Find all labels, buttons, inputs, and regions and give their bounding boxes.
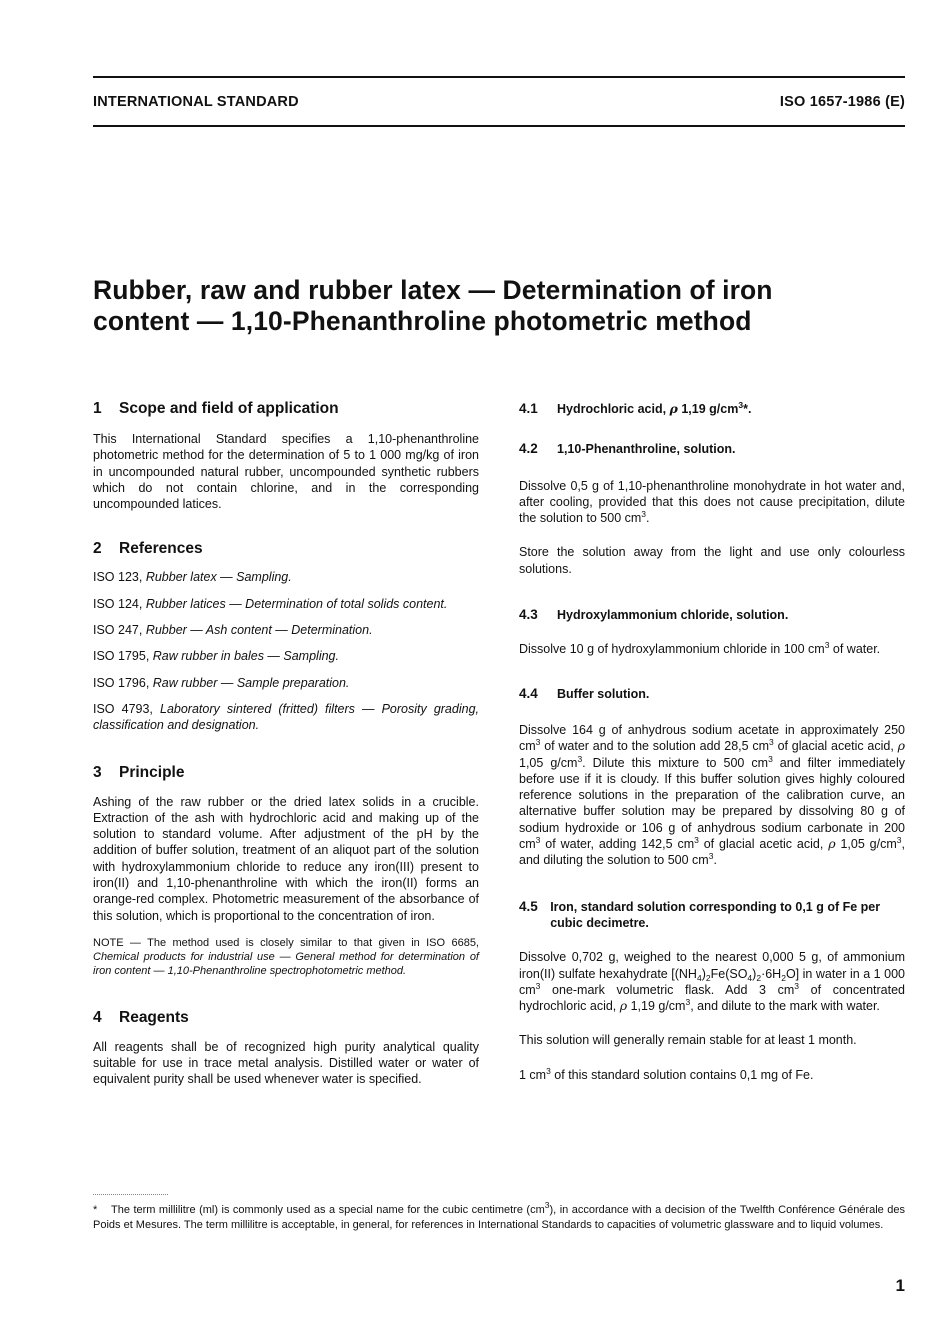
reference-item <box>93 675 479 691</box>
text-run: 1,05 g/cm <box>835 837 897 852</box>
reagent-desc: solution. <box>683 442 736 457</box>
section-4-text: All reagents shall be of recognized high purity analytical quality suitable for use in trace metal analysis. Distilled water or water of equivalent purity shall be used whenever water is specified. <box>93 1039 479 1087</box>
subsection-title <box>557 401 751 417</box>
reagent-name: Hydroxylammonium chloride, <box>557 608 733 623</box>
subsection-4-4-para-1 <box>519 722 905 869</box>
text-run: Dissolve 10 g of hydroxylammonium chloride in 100 cm <box>519 642 825 657</box>
section-title: Reagents <box>119 1008 189 1026</box>
subsection-4-5-para-3 <box>519 1067 905 1083</box>
ref-code: ISO 4793, <box>93 701 153 716</box>
superscript: 3 <box>577 753 583 764</box>
footnote-text: ), in accordance with a decision of the Twelfth Conférence Générale des Poids et Mesures. The term millilitre is acceptable, in general, for references in International Standards to capacities of volumetric glassware and to liquid volumes. <box>93 1204 905 1231</box>
reagent-desc: standard solution corresponding to 0,1 g of Fe per cubic decimetre. <box>550 899 881 930</box>
text-run: . Dilute this mixture to 500 cm <box>582 755 769 770</box>
superscript: 3 <box>641 509 647 520</box>
superscript: 3 <box>896 835 902 846</box>
text-run: and filter immediately before use if it is cloudy. If this buffer solution gives highly coloured reference solutions in the preparation of the calibration curve, an alternative buffer solution may be prepared by dissolving 80 g of sodium hydroxide or 106 g of anhydrous sodium carbonate in 200 cm <box>519 755 905 852</box>
subscript: 2 <box>781 972 786 983</box>
footnote <box>93 1200 905 1232</box>
text-run: , and diluting the solution to 500 cm <box>519 837 905 868</box>
section-3-heading <box>93 764 479 782</box>
ref-code: ISO 1795, <box>93 649 150 664</box>
ref-code: ISO 124, <box>93 596 143 611</box>
superscript: 3 <box>535 980 541 991</box>
section-number: 4 <box>93 1008 102 1026</box>
density-value: 1,19 g/cm <box>681 402 739 416</box>
superscript: 3 <box>546 1065 551 1076</box>
header-rule-bottom <box>93 125 905 127</box>
text-run: of this standard solution contains 0,1 mg of Fe. <box>550 1067 814 1082</box>
ref-title: Rubber latices — Determination of total solids content. <box>145 596 448 611</box>
subsection-number: 4.2 <box>519 441 538 457</box>
superscript: 3 <box>544 1200 550 1210</box>
subsection-title <box>550 899 905 932</box>
rho-symbol: ρ <box>897 738 905 754</box>
text-run: of concentrated hydrochloric acid, <box>519 982 905 1014</box>
subscript: 2 <box>756 972 762 983</box>
title-line-2: content — 1,10-Phenanthroline photometric method <box>93 306 752 336</box>
subsection-title <box>557 607 788 623</box>
rho-symbol: ρ <box>828 836 836 852</box>
section-1-heading <box>93 400 479 418</box>
subsection-number: 4.1 <box>519 401 538 416</box>
right-column <box>519 400 905 1083</box>
subsection-4-1-heading <box>519 401 905 417</box>
text-run: ) <box>752 966 757 981</box>
superscript: 3 <box>708 851 714 862</box>
reagent-name: Iron, <box>550 899 578 914</box>
ref-code: ISO 1796, <box>93 675 150 690</box>
subsection-number: 4.4 <box>519 685 538 701</box>
ref-title: Laboratory sintered (fritted) filters — Porosity grading, classification and designation. <box>93 701 479 733</box>
section-number: 3 <box>93 763 102 781</box>
reference-item <box>93 569 479 585</box>
ref-title: Raw rubber — Sample preparation. <box>152 675 350 690</box>
section-number: 1 <box>93 400 102 417</box>
text-run: Dissolve 0,5 g of 1,10-phenanthroline monohydrate in hot water and, after cooling, provided that this does not cause precipitation, dilute the solution to 500 cm <box>519 478 905 526</box>
subsection-4-4-heading <box>519 686 905 702</box>
text-run: Dissolve 0,702 g, weighed to the nearest 0,000 5 g, of ammonium iron(II) sulfate hexahydrate [(NH <box>519 950 905 981</box>
document-title <box>93 275 913 337</box>
text-run: , and dilute to the mark with water. <box>690 999 880 1014</box>
subsection-4-5-para-2: This solution will generally remain stable for at least 1 month. <box>519 1033 857 1048</box>
section-4-heading <box>93 1009 479 1027</box>
header-document-type: INTERNATIONAL STANDARD <box>93 94 299 110</box>
reference-item <box>93 648 479 664</box>
text-run: of water. <box>829 642 881 657</box>
footnote-text: The term millilitre (ml) is commonly used as a special name for the cubic centimetre (cm <box>111 1204 545 1216</box>
superscript: 3 <box>769 737 774 748</box>
text-run: 1,19 g/cm <box>627 999 686 1014</box>
superscript: 3 <box>794 980 800 991</box>
ref-code: ISO 123, <box>93 570 143 585</box>
subsection-4-3-heading <box>519 607 905 623</box>
ref-title: Raw rubber in bales — Sampling. <box>152 649 339 664</box>
section-3-note <box>93 936 479 979</box>
section-3-text: Ashing of the raw rubber or the dried latex solids in a crucible. Extraction of the ash with hydrochloric acid and making up of the solution to standard volume. After adjustment of the pH by the addition of buffer solution, treatment of an aliquot part of the solution with hydroxylammonium chloride to reduce any iron(III) present to iron(II) and 1,10-phenanthroline with which the iron(II) forms an orange-red complex. Photometric measurement of the absorbance of this solution, which is proportional to the concentration of iron. <box>93 794 479 923</box>
reagent-name: Hydrochloric acid, <box>557 402 667 416</box>
text-run: of water and to the solution add 28,5 cm <box>540 739 770 754</box>
reagent-desc: solution. <box>736 608 789 623</box>
text-run: of glacial acetic acid, <box>773 739 898 754</box>
reagent-name: 1,10-Phenanthroline, <box>557 442 680 457</box>
superscript: 3 <box>535 835 541 846</box>
text-run: ·6H <box>761 966 782 981</box>
text-run: of water, adding 142,5 cm <box>540 837 695 852</box>
title-line-1: Rubber, raw and rubber latex — Determination of iron <box>93 275 773 305</box>
note-lead: NOTE — The method used is closely similar to that given in ISO 6685, <box>93 936 479 949</box>
section-number: 2 <box>93 540 102 558</box>
ref-title: Rubber — Ash content — Determination. <box>145 623 373 638</box>
subsection-4-3-para-1 <box>519 641 905 657</box>
ref-title: Rubber latex — Sampling. <box>145 570 292 585</box>
reagent-name: Buffer solution. <box>557 686 650 701</box>
text-run: Fe(SO <box>710 966 748 981</box>
subsection-4-2-heading <box>519 441 905 457</box>
superscript: 3 <box>685 997 691 1008</box>
subscript: 2 <box>705 972 711 983</box>
reference-item <box>93 622 479 638</box>
superscript: 3 <box>535 737 541 748</box>
subscript: 4 <box>696 972 702 983</box>
text-run: ) <box>701 966 706 981</box>
subsection-number: 4.3 <box>519 607 538 623</box>
superscript: 3 <box>738 400 744 410</box>
text-run: Dissolve 164 g of anhydrous sodium acetate in approximately 250 cm <box>519 722 905 754</box>
text-run: 1 cm <box>519 1067 547 1082</box>
rho-symbol: ρ <box>669 401 678 416</box>
subsection-4-5-para-1 <box>519 949 905 1014</box>
text-run: . <box>646 511 650 526</box>
subsection-4-5-heading <box>519 899 905 932</box>
superscript: 3 <box>824 640 830 651</box>
superscript: 3 <box>768 753 773 764</box>
section-1-text: This International Standard specifies a 1,10-phenanthroline photometric method for the determination of 5 to 1 000 mg/kg of iron in uncompounded natural rubber, uncompounded synthetic rubbers which do not contain chlorine, and in the corresponding uncompounded latices. <box>93 432 479 512</box>
rho-symbol: ρ <box>619 998 628 1014</box>
subsection-title <box>557 441 736 457</box>
header-standard-number: ISO 1657-1986 (E) <box>779 94 905 110</box>
reference-item <box>93 701 479 734</box>
footnote-separator <box>93 1194 168 1195</box>
references-list <box>93 569 479 733</box>
superscript: 3 <box>694 835 699 846</box>
text-run: one-mark volumetric flask. Add 3 cm <box>540 982 795 997</box>
section-title: Principle <box>119 763 185 781</box>
ref-code: ISO 247, <box>93 623 143 638</box>
left-column <box>93 400 479 1087</box>
page-number: 1 <box>895 1276 905 1295</box>
subsection-number: 4.5 <box>519 898 538 914</box>
text-run: of glacial acetic acid, <box>698 837 829 852</box>
text-run: O] in water in a 1 000 cm <box>519 966 905 997</box>
note-italic: Chemical products for industrial use — General method for determination of iron content — 1,10-Phenanthroline spectrophotometric method. <box>93 951 479 978</box>
section-title: References <box>119 540 203 558</box>
header-rule-top <box>93 76 905 78</box>
subscript: 4 <box>747 972 753 983</box>
subsection-4-2-para-1 <box>519 478 905 527</box>
subsection-4-2-para-2: Store the solution away from the light and use only colourless solutions. <box>519 545 905 576</box>
section-2-heading <box>93 540 479 558</box>
footnote-mark: * <box>93 1204 98 1216</box>
footnote-ref: *. <box>743 402 752 416</box>
section-title: Scope and field of application <box>119 400 339 417</box>
text-run: 1,05 g/cm <box>519 755 578 770</box>
text-run: . <box>713 853 717 868</box>
reference-item <box>93 596 479 612</box>
